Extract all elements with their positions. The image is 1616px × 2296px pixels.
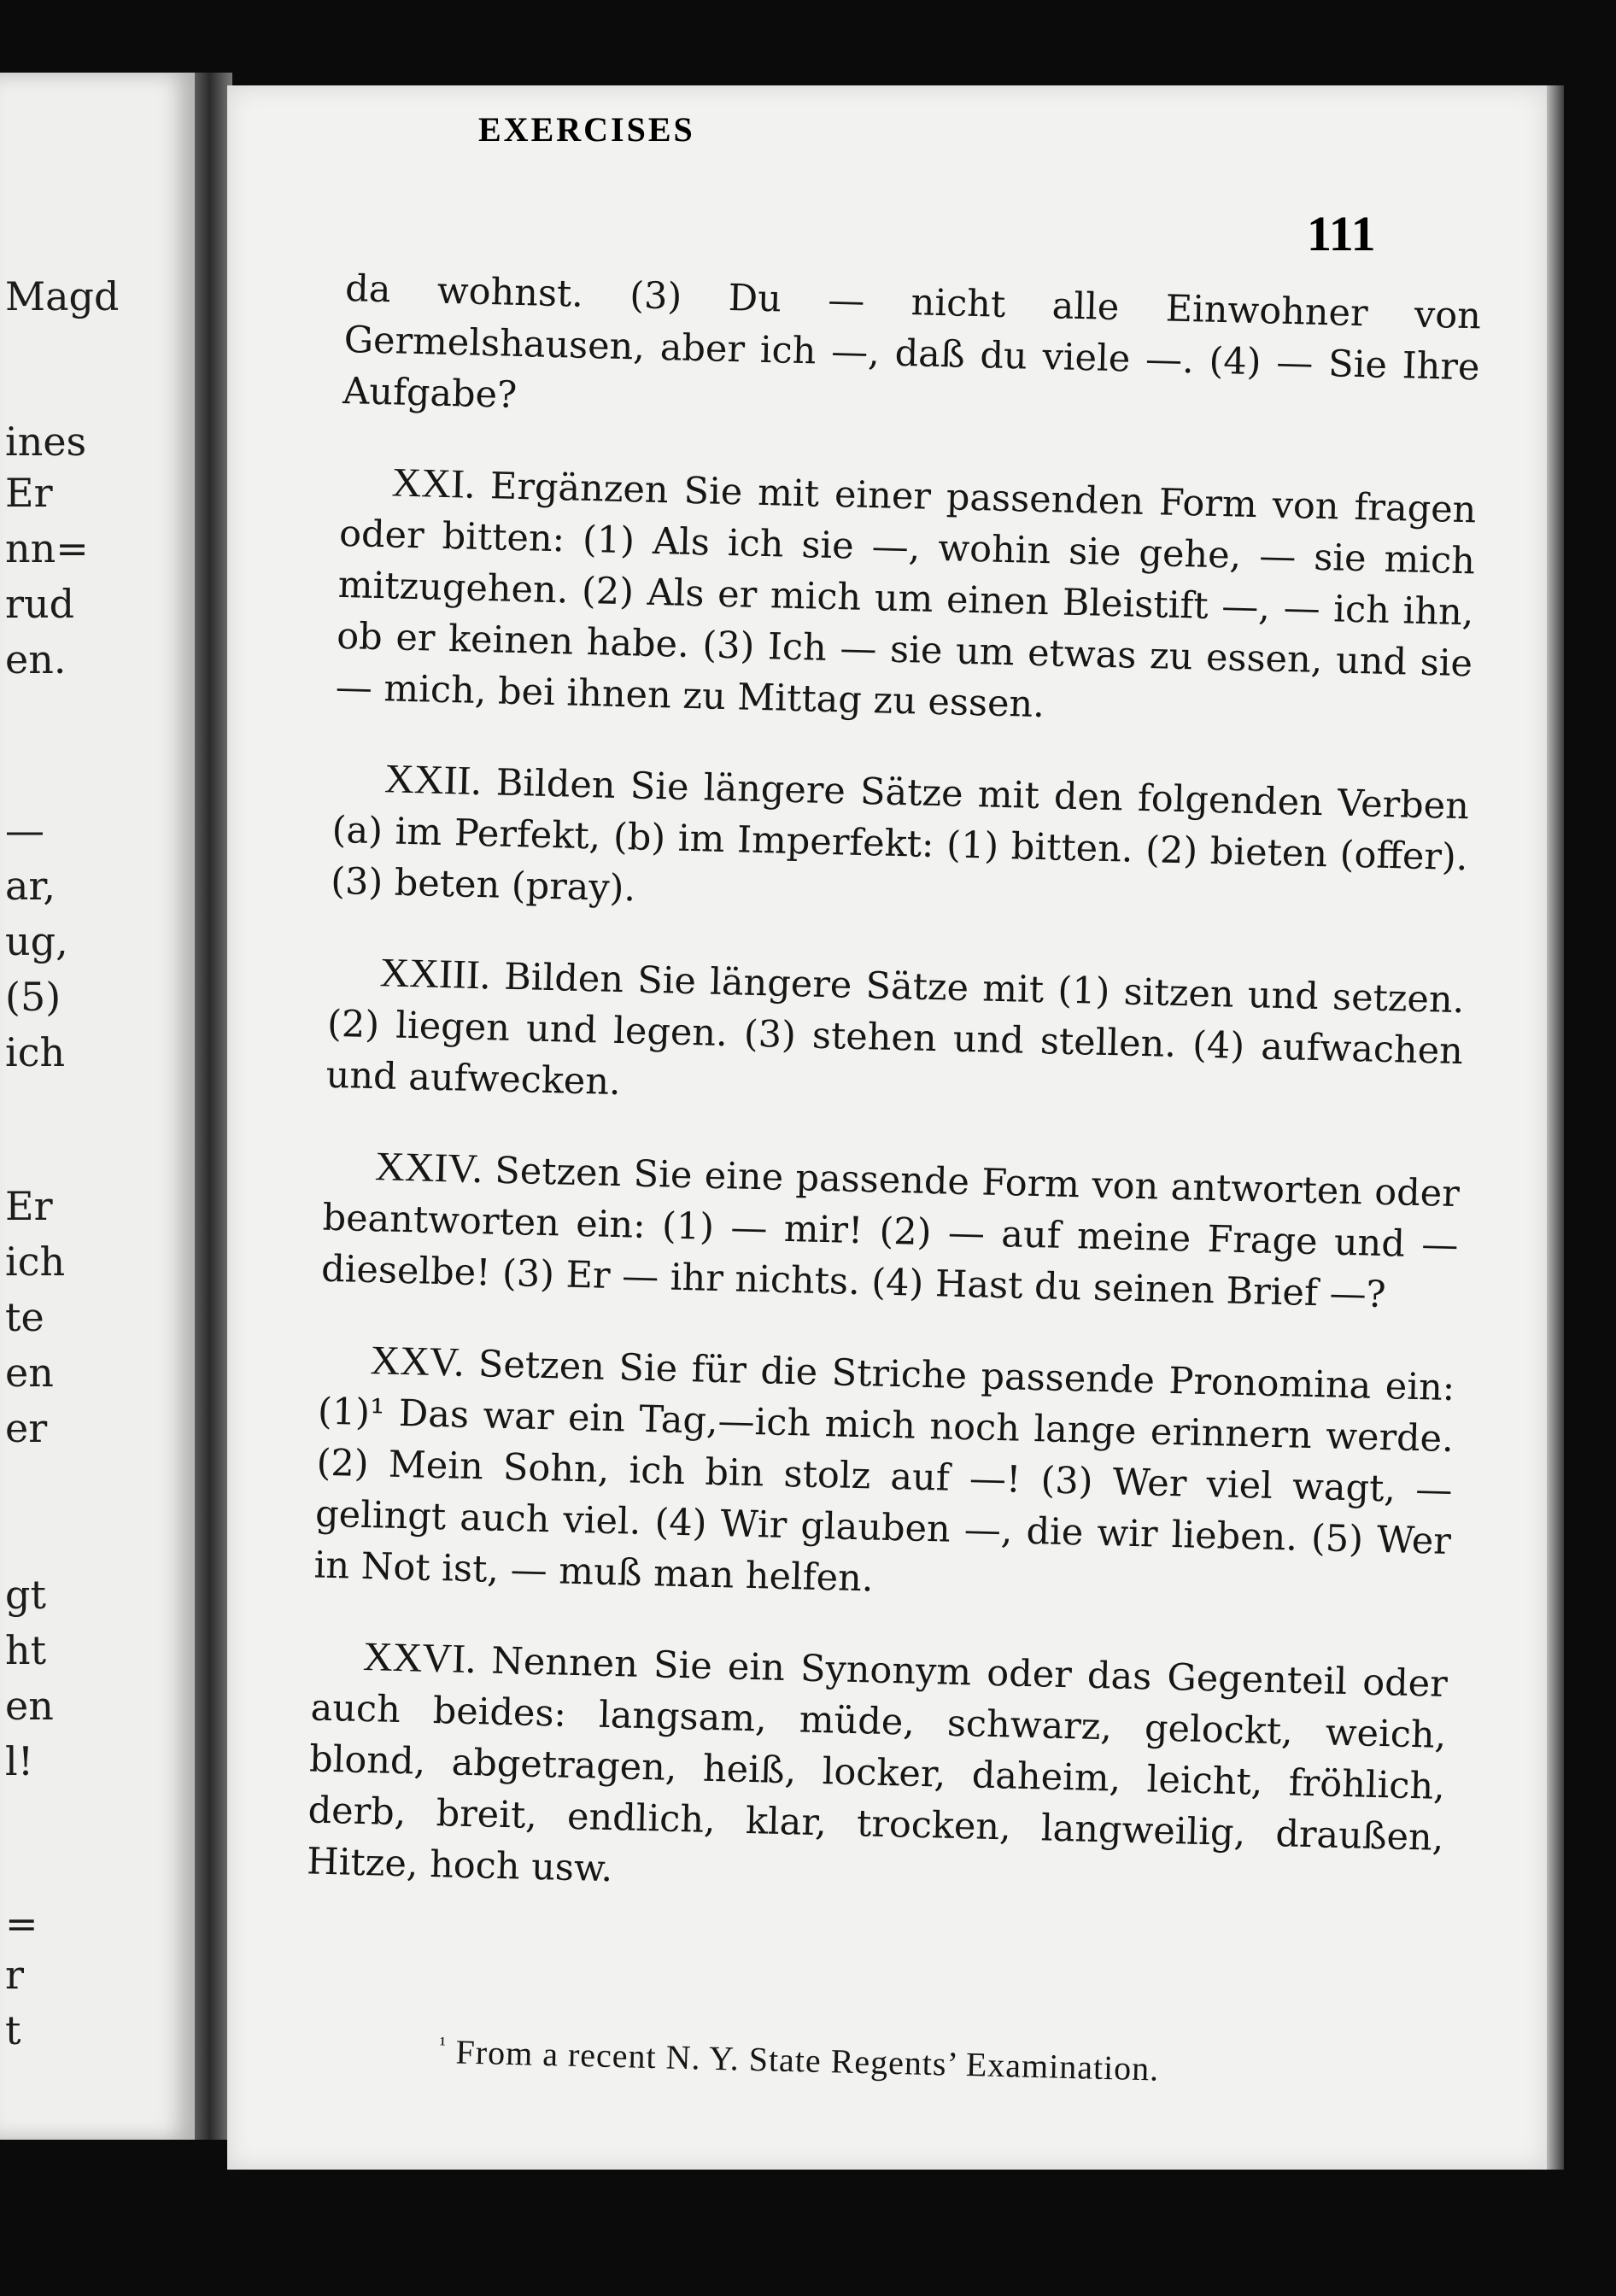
exercise-xxiii [325, 946, 1465, 1128]
footnote-marker: ¹ [439, 2033, 448, 2056]
left-fragment: Er [5, 470, 53, 516]
paragraph-text: Nennen Sie ein Synonym oder das Gegenteil oder auch beides: langsam, müde, schwarz, gelockt, weich, blond, abgetragen, heiß, locker, daheim, leicht, fröhlich, derb, breit, endlich, klar, trocken, langweilig, draußen, Hitze, hoch usw. [306, 1639, 1449, 1891]
exercise-xxii [331, 753, 1470, 934]
exercise-xxvi [307, 1631, 1449, 1915]
paragraph-continuation [343, 263, 1482, 444]
page-edge [1547, 85, 1564, 2170]
left-fragment: l! [5, 1738, 34, 1784]
exercise-number: XXII. [384, 756, 483, 805]
left-fragment: er [5, 1405, 48, 1451]
left-fragment: en [5, 1683, 54, 1729]
left-fragment: gt [5, 1572, 46, 1618]
paragraph-text: Bilden Sie längere Sätze mit (1) sitzen und setzen. (2) liegen und legen. (3) stehen und stellen. (4) aufwachen und aufwecken. [325, 955, 1465, 1104]
paragraph-text: Setzen Sie für die Striche passende Pronomina ein: (1)¹ Das war ein Tag,—ich mich noch lange erinnern werde. (2) Mein Sohn, ich bin stolz auf —! (3) Wer viel wagt, — gelingt auch viel. (4) Wir glauben —, die wir lieben. (5) Wer in Not ist, — muß man helfen. [313, 1343, 1455, 1601]
exercise-number: XXIV. [374, 1144, 483, 1192]
exercise-xxv [313, 1334, 1455, 1619]
left-fragment: ht [5, 1627, 47, 1673]
paragraph-text: Setzen Sie eine passende Form von antworten oder beantworten ein: (1) — mir! (2) — auf meine Frage und — dieselbe! (3) Er — ihr nichts. (4) Hast du seinen Brief —? [320, 1149, 1461, 1317]
paragraph-text: Bilden Sie längere Sätze mit den folgenden Verben (a) im Perfekt, (b) im Imperfekt: (1) bitten. (2) bieten (offer). (3) beten (pray). [330, 761, 1470, 911]
left-fragment: = [5, 1901, 38, 1947]
left-page [0, 73, 195, 2140]
exercise-number: XXIII. [379, 950, 491, 999]
exercise-number: XXVI. [362, 1633, 477, 1683]
page-number: 111 [1307, 206, 1376, 261]
left-fragment: en [5, 1350, 54, 1396]
left-fragment: ich [5, 1239, 66, 1285]
left-fragment: ines [5, 419, 87, 465]
paragraph-text: Ergänzen Sie mit einer passenden Form von fragen oder bitten: (1) Als ich sie —, wohin sie gehe, — sie mich mitzugehen. (2) Als er mich um einen Bleistift —, — ich ihn, ob er keinen habe. (3) Ich — sie um etwas zu essen, und sie — mich, bei ihnen zu Mittag zu essen. [335, 465, 1477, 727]
left-fragment: — [5, 807, 44, 853]
left-fragment: (5) [5, 974, 61, 1020]
left-fragment: rud [5, 581, 75, 627]
left-fragment: nn= [5, 525, 89, 571]
left-fragment: r [5, 1952, 24, 1998]
left-fragment: ich [5, 1029, 66, 1075]
exercise-number: XXV. [369, 1338, 465, 1385]
left-fragment: ar, [5, 863, 56, 909]
exercise-xxi [335, 456, 1477, 741]
exercise-xxiv [320, 1140, 1460, 1322]
footnote-text: From a recent N. Y. State Regents’ Examination. [455, 2032, 1160, 2088]
left-fragment: ug, [5, 918, 68, 964]
left-fragment: t [5, 2007, 21, 2053]
exercise-body [305, 263, 1481, 1954]
paragraph-text: da wohnst. (3) Du — nicht alle Einwohner von Germelshausen, aber ich —, daß du viele —. (4) — Sie Ihre Aufgabe? [342, 266, 1482, 417]
running-header: EXERCISES [478, 110, 695, 149]
left-fragment: te [5, 1294, 44, 1340]
left-fragment: Magd [5, 273, 120, 319]
left-fragment: Er [5, 1183, 53, 1229]
exercise-number: XXI. [391, 460, 476, 507]
left-fragment: en. [5, 636, 67, 682]
